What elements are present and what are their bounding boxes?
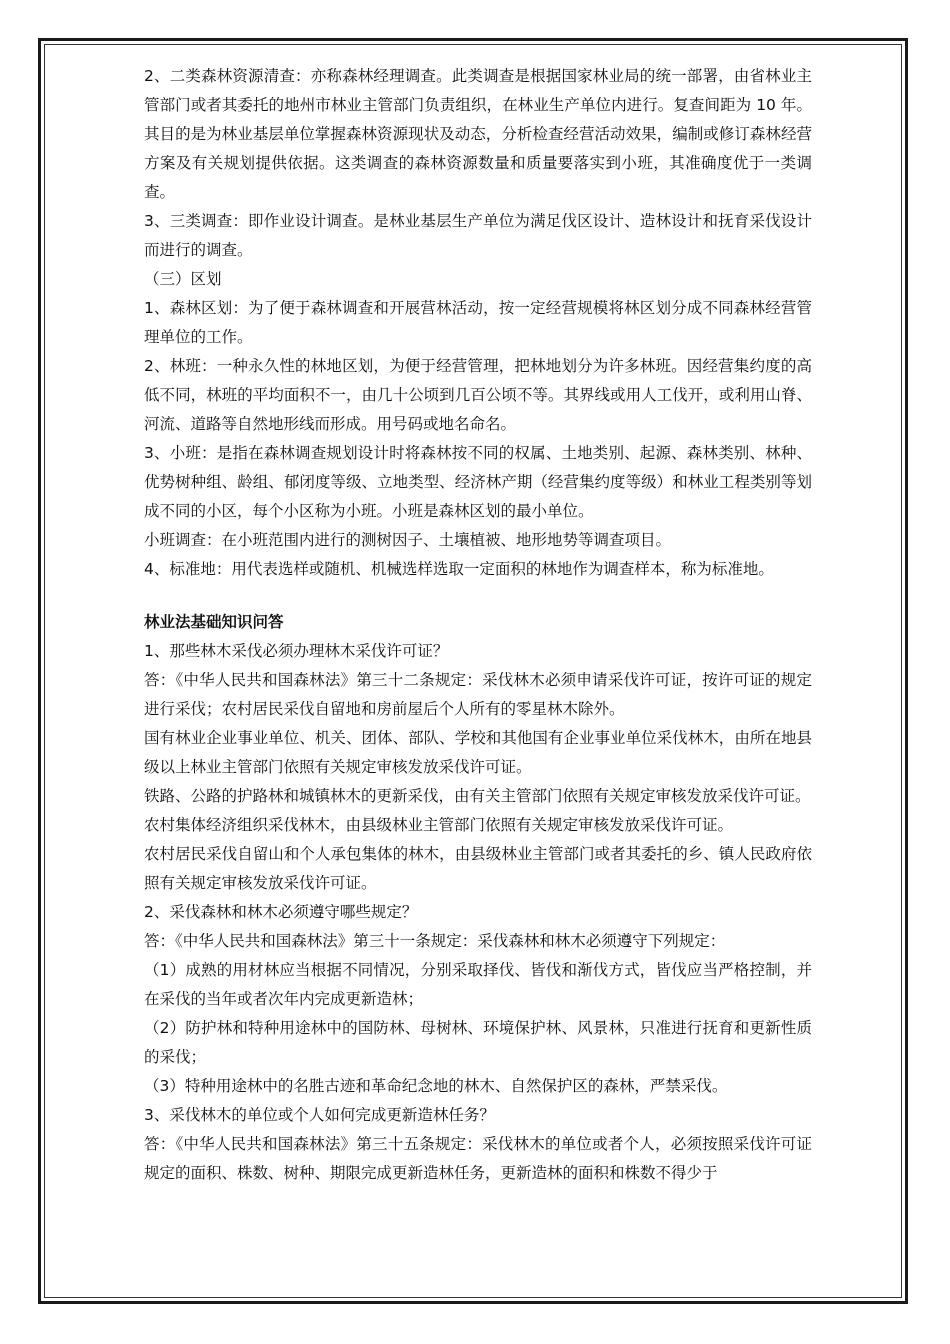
section-gap [144,584,812,608]
paragraph: 农村集体经济组织采伐林木，由县级林业主管部门依照有关规定审核发放采伐许可证。 [144,816,734,834]
subsection-title: （三）区划 [144,270,222,288]
paragraph: 4、标准地：用代表选样或随机、机械选样选取一定面积的林地作为调查样本，称为标准地。 [144,560,774,578]
paragraph: 小班调查：在小班范围内进行的测树因子、土壤植被、地形地势等调查项目。 [144,531,672,549]
paragraph: 农村居民采伐自留山和个人承包集体的林木，由县级林业主管部门或者其委托的乡、镇人民政府依照有关规定审核发放采伐许可证。 [144,845,812,892]
answer: 答：《中华人民共和国森林法》第三十五条规定：采伐林木的单位或者个人，必须按照采伐许可证规定的面积、株数、树种、期限完成更新造林任务，更新造林的面积和株数不得少于 [144,1135,812,1182]
answer: 答：《中华人民共和国森林法》第三十一条规定：采伐森林和林木必须遵守下列规定： [144,932,726,950]
paragraph: 3、小班：是指在森林调查规划设计时将森林按不同的权属、土地类别、起源、森林类别、林种、优势树种组、龄组、郁闭度等级、立地类型、经济林产期（经营集约度等级）和林业工程类别等划成不同的小区，每个小区称为小班。小班是森林区划的最小单位。 [144,444,812,520]
paragraph: 1、森林区划：为了便于森林调查和开展营林活动，按一定经营规模将林区划分成不同森林经营管理单位的工作。 [144,299,812,346]
paragraph: 铁路、公路的护路林和城镇林木的更新采伐，由有关主管部门依照有关规定审核发放采伐许可证。 [144,787,811,805]
answer: 答：《中华人民共和国森林法》第三十二条规定：采伐林木必须申请采伐许可证，按许可证的规定进行采伐；农村居民采伐自留地和房前屋后个人所有的零星林木除外。 [144,671,812,718]
question: 2、采伐森林和林木必须遵守哪些规定？ [144,903,418,921]
paragraph: 国有林业企业事业单位、机关、团体、部队、学校和其他国有企业事业单位采伐林木，由所在地县级以上林业主管部门依照有关规定审核发放采伐许可证。 [144,729,812,776]
paragraph: 3、三类调查：即作业设计调查。是林业基层生产单位为满足伐区设计、造林设计和抚育采伐设计而进行的调查。 [144,212,812,259]
paragraph: 2、二类森林资源清查：亦称森林经理调查。此类调查是根据国家林业局的统一部署，由省林业主管部门或者其委托的地州市林业主管部门负责组织，在林业生产单位内进行。复查间距为 10 年。其目的是为林业基层单位掌握森林资源现状及动态，分析检查经营活动效果，编制或修订森林经营方案及有关规划提供依据。这类调查的森林资源数量和质量要落实到小班，其准确度优于一类调查。 [144,67,812,201]
question: 1、那些林木采伐必须办理林木采伐许可证？ [144,642,449,660]
list-item: （1）成熟的用材林应当根据不同情况，分别采取择伐、皆伐和渐伐方式，皆伐应当严格控制，并在采伐的当年或者次年内完成更新造林； [144,961,812,1008]
section-forest-survey [144,62,812,584]
section-heading: 林业法基础知识问答 [144,613,284,631]
document-body [144,62,812,1188]
section-forestry-law-qa [144,608,812,1188]
paragraph: 2、林班：一种永久性的林地区划，为便于经营管理，把林地划分为许多林班。因经营集约度的高低不同，林班的平均面积不一，由几十公顷到几百公顷不等。其界线或用人工伐开，或利用山脊、河流、道路等自然地形线而形成。用号码或地名命名。 [144,357,812,433]
question: 3、采伐林木的单位或个人如何完成更新造林任务？ [144,1106,495,1124]
list-item: （3）特种用途林中的名胜古迹和革命纪念地的林木、自然保护区的森林，严禁采伐。 [144,1077,728,1095]
list-item: （2）防护林和特种用途林中的国防林、母树林、环境保护林、风景林，只准进行抚育和更新性质的采伐； [144,1019,812,1066]
